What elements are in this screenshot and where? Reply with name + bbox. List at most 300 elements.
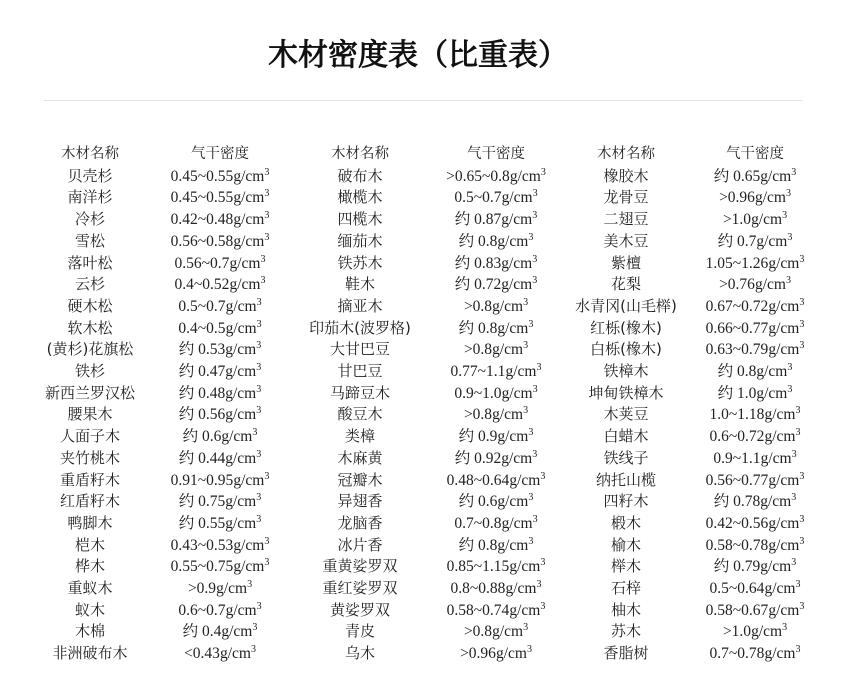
density-value: >0.9 [187, 580, 217, 598]
density-value: 约 0.56 [178, 406, 226, 424]
density-unit: g/cm [216, 580, 248, 598]
air-dry-density [422, 318, 570, 340]
density-unit-exponent: 3 [540, 557, 546, 569]
wood-name: 落叶松 [67, 253, 113, 272]
air-dry-density [422, 556, 570, 578]
density-unit: g/cm [768, 254, 800, 272]
density-unit: g/cm [756, 384, 788, 402]
wood-name: 夹竹桃木 [59, 448, 120, 467]
wood-name: 重红娑罗双 [322, 579, 398, 598]
air-dry-density [422, 231, 570, 253]
density-value: 0.4~0.52 [174, 276, 230, 294]
density-unit-exponent: 3 [256, 318, 262, 330]
density-unit-exponent: 3 [523, 405, 529, 417]
density-unit-exponent: 3 [528, 231, 534, 243]
density-unit: g/cm [497, 319, 529, 337]
density-unit: g/cm [768, 319, 800, 337]
air-dry-density [682, 339, 828, 361]
air-dry-density [142, 318, 298, 340]
density-unit-exponent: 3 [795, 405, 801, 417]
density-value: 0.77~1.1 [450, 363, 506, 381]
density-value: 1.0~1.18 [709, 406, 765, 424]
wood-name: 新西兰罗汉松 [44, 383, 135, 402]
air-dry-density [142, 166, 298, 188]
wood-name: 红栎(橡木) [590, 318, 662, 337]
density-unit-exponent: 3 [528, 427, 534, 439]
density-unit-exponent: 3 [264, 166, 270, 178]
density-value: 约 0.72 [454, 276, 502, 294]
table-row [38, 404, 828, 426]
air-dry-density [682, 231, 828, 253]
wood-name: 硬木松 [67, 296, 113, 315]
air-dry-density [422, 643, 570, 665]
air-dry-density [682, 361, 828, 383]
wood-name: 乌木 [344, 644, 375, 663]
wood-name: 水青冈(山毛榉) [575, 296, 677, 315]
wood-name: 冰片香 [337, 535, 383, 554]
column-header-name: 木材名称 [331, 146, 389, 162]
density-unit: g/cm [497, 428, 529, 446]
wood-name: 类樟 [344, 427, 375, 446]
density-value: 0.5~0.7 [178, 297, 226, 315]
table-body [38, 166, 828, 665]
density-value: 0.58~0.67 [705, 601, 769, 619]
wood-name: 桤木 [74, 535, 105, 554]
table-row [38, 187, 828, 209]
wood-name: 青皮 [344, 622, 375, 641]
air-dry-density [422, 274, 570, 296]
air-dry-density [142, 231, 298, 253]
air-dry-density [682, 404, 828, 426]
wood-name: 木棉 [74, 622, 105, 641]
wood-name: 铁杉 [74, 362, 105, 381]
density-unit-exponent: 3 [252, 427, 258, 439]
density-unit-exponent: 3 [532, 275, 538, 287]
density-unit-exponent: 3 [540, 470, 546, 482]
air-dry-density [142, 296, 298, 318]
density-unit: g/cm [768, 471, 800, 489]
wood-name: 龙骨豆 [603, 188, 649, 207]
wood-name: 鞋木 [344, 275, 375, 294]
density-unit: g/cm [754, 189, 786, 207]
density-value: 约 0.9 [458, 428, 498, 446]
air-dry-density [142, 339, 298, 361]
density-unit: g/cm [225, 384, 257, 402]
air-dry-density [682, 600, 828, 622]
table-row [38, 426, 828, 448]
wood-name: 白栎(橡木) [590, 340, 662, 359]
density-unit: g/cm [509, 558, 541, 576]
wood-name: 四籽木 [603, 492, 649, 511]
density-unit-exponent: 3 [528, 492, 534, 504]
density-unit-exponent: 3 [532, 383, 538, 395]
density-unit: g/cm [760, 558, 792, 576]
density-unit: g/cm [225, 406, 257, 424]
wood-name: 马蹄豆木 [329, 383, 390, 402]
density-unit: g/cm [501, 211, 533, 229]
density-unit-exponent: 3 [791, 557, 797, 569]
wood-name: 冷杉 [74, 210, 105, 229]
density-value: 0.5~0.7 [454, 189, 502, 207]
density-unit-exponent: 3 [247, 579, 253, 591]
air-dry-density [142, 361, 298, 383]
wood-name: 南洋杉 [67, 188, 113, 207]
table-row [38, 643, 828, 665]
wood-name: 摘亚木 [337, 296, 383, 315]
density-value: 0.56~0.7 [174, 254, 230, 272]
air-dry-density [422, 209, 570, 231]
air-dry-density [682, 470, 828, 492]
air-dry-density [422, 339, 570, 361]
density-unit: g/cm [756, 363, 788, 381]
density-unit-exponent: 3 [787, 383, 793, 395]
table-row [38, 470, 828, 492]
density-value: 0.43~0.53 [170, 536, 234, 554]
density-unit-exponent: 3 [799, 318, 805, 330]
density-value: 0.85~1.15 [446, 558, 510, 576]
density-unit-exponent: 3 [785, 275, 791, 287]
density-value: 约 0.6 [182, 428, 222, 446]
density-unit-exponent: 3 [787, 362, 793, 374]
air-dry-density [422, 600, 570, 622]
density-unit: g/cm [492, 623, 524, 641]
density-unit: g/cm [754, 276, 786, 294]
air-dry-density [142, 578, 298, 600]
air-dry-density [142, 209, 298, 231]
density-value: 0.56~0.58 [170, 232, 234, 250]
density-unit-exponent: 3 [791, 166, 797, 178]
wood-name: 四榄木 [337, 210, 383, 229]
wood-name: 印茄木(波罗格) [309, 318, 411, 337]
density-unit-exponent: 3 [256, 296, 262, 308]
wood-name: 榆木 [610, 535, 641, 554]
density-unit-exponent: 3 [782, 622, 788, 634]
density-unit: g/cm [219, 645, 251, 663]
density-value: 0.5~0.64 [709, 580, 765, 598]
density-unit-exponent: 3 [264, 231, 270, 243]
density-unit: g/cm [501, 449, 533, 467]
wood-name: 苏木 [610, 622, 641, 641]
wood-name: 花梨 [610, 275, 641, 294]
density-unit: g/cm [509, 471, 541, 489]
air-dry-density [142, 404, 298, 426]
air-dry-density [682, 318, 828, 340]
density-unit-exponent: 3 [256, 340, 262, 352]
density-unit: g/cm [768, 601, 800, 619]
column-header-density: 气干密度 [726, 146, 784, 162]
table-row [38, 383, 828, 405]
density-unit-exponent: 3 [528, 535, 534, 547]
density-value: >0.96 [460, 645, 496, 663]
density-value: 约 0.92 [454, 449, 502, 467]
air-dry-density [682, 535, 828, 557]
density-unit: g/cm [760, 167, 792, 185]
density-unit: g/cm [497, 536, 529, 554]
density-unit-exponent: 3 [523, 296, 529, 308]
density-unit-exponent: 3 [536, 362, 542, 374]
density-unit-exponent: 3 [795, 427, 801, 439]
density-unit-exponent: 3 [532, 448, 538, 460]
density-unit: g/cm [751, 211, 783, 229]
density-unit: g/cm [497, 493, 529, 511]
wood-name: 蚁木 [74, 600, 105, 619]
air-dry-density [682, 643, 828, 665]
density-unit: g/cm [233, 211, 265, 229]
wood-name: 重蚁木 [67, 579, 113, 598]
density-value: 约 0.8 [717, 363, 757, 381]
air-dry-density [142, 556, 298, 578]
table-row [38, 513, 828, 535]
wood-name: 橄榄木 [337, 188, 383, 207]
density-unit-exponent: 3 [528, 318, 534, 330]
density-unit: g/cm [756, 232, 788, 250]
density-unit-exponent: 3 [252, 622, 258, 634]
density-unit-exponent: 3 [523, 622, 529, 634]
density-unit: g/cm [501, 514, 533, 532]
density-value: 0.8~0.88 [450, 580, 506, 598]
density-unit: g/cm [764, 428, 796, 446]
air-dry-density [422, 383, 570, 405]
density-value: <0.43 [184, 645, 220, 663]
density-value: 约 0.8 [458, 536, 498, 554]
air-dry-density [142, 643, 298, 665]
density-value: 约 0.53 [178, 341, 226, 359]
density-unit-exponent: 3 [782, 210, 788, 222]
page-title: 木材密度表（比重表） [268, 38, 568, 73]
density-unit-exponent: 3 [264, 188, 270, 200]
table-row [38, 339, 828, 361]
wood-name: 柚木 [610, 600, 641, 619]
density-unit: g/cm [768, 341, 800, 359]
density-unit: g/cm [229, 254, 261, 272]
wood-name: 铁线子 [603, 448, 649, 467]
air-dry-density [142, 253, 298, 275]
density-unit-exponent: 3 [540, 166, 546, 178]
density-value: 0.42~0.56 [705, 514, 769, 532]
density-unit-exponent: 3 [532, 513, 538, 525]
title-divider [44, 100, 802, 101]
density-unit-exponent: 3 [264, 470, 270, 482]
density-unit-exponent: 3 [799, 600, 805, 612]
table-row [38, 448, 828, 470]
wood-name: 桦木 [74, 557, 105, 576]
wood-name: 榉木 [610, 557, 641, 576]
density-value: 0.6~0.7 [178, 601, 226, 619]
density-value: 0.91~0.95 [170, 471, 234, 489]
density-value: 约 0.75 [178, 493, 226, 511]
density-unit: g/cm [505, 580, 537, 598]
air-dry-density [142, 187, 298, 209]
air-dry-density [142, 383, 298, 405]
air-dry-density [682, 426, 828, 448]
air-dry-density [682, 296, 828, 318]
air-dry-density [142, 491, 298, 513]
wood-name: 云杉 [74, 275, 105, 294]
density-unit: g/cm [233, 232, 265, 250]
density-value: 约 0.8 [458, 232, 498, 250]
density-unit: g/cm [501, 189, 533, 207]
wood-name: 鸭脚木 [67, 513, 113, 532]
air-dry-density [142, 448, 298, 470]
density-unit-exponent: 3 [526, 644, 532, 656]
wood-name: 紫檀 [610, 253, 641, 272]
wood-name: 橡胶木 [603, 166, 649, 185]
table-row [38, 491, 828, 513]
air-dry-density [422, 426, 570, 448]
table-row [38, 166, 828, 188]
density-unit: g/cm [768, 297, 800, 315]
density-unit-exponent: 3 [260, 275, 266, 287]
density-value: >0.8 [463, 623, 493, 641]
density-unit-exponent: 3 [264, 557, 270, 569]
wood-name: 腰果木 [67, 405, 113, 424]
density-value: 约 0.48 [178, 384, 226, 402]
density-value: 约 0.87 [454, 211, 502, 229]
air-dry-density [682, 513, 828, 535]
density-unit-exponent: 3 [256, 448, 262, 460]
air-dry-density [142, 274, 298, 296]
wood-name: (黄杉)花旗松 [46, 340, 134, 359]
density-value: 0.6~0.72 [709, 428, 765, 446]
air-dry-density [682, 166, 828, 188]
table-row [38, 296, 828, 318]
wood-name: 二翅豆 [603, 210, 649, 229]
density-unit: g/cm [225, 601, 257, 619]
air-dry-density [682, 556, 828, 578]
column-header-density: 气干密度 [467, 146, 525, 162]
density-unit: g/cm [233, 536, 265, 554]
table-row [38, 318, 828, 340]
density-unit-exponent: 3 [795, 644, 801, 656]
density-unit-exponent: 3 [799, 340, 805, 352]
air-dry-density [422, 621, 570, 643]
air-dry-density [682, 187, 828, 209]
density-unit: g/cm [501, 384, 533, 402]
wood-name: 石梓 [610, 579, 641, 598]
air-dry-density [422, 513, 570, 535]
air-dry-density [422, 296, 570, 318]
density-value: 1.05~1.26 [705, 254, 769, 272]
density-value: 约 0.8 [458, 319, 498, 337]
column-header-name: 木材名称 [597, 146, 655, 162]
wood-name: 甘巴豆 [337, 362, 383, 381]
density-value: 0.45~0.55 [170, 167, 234, 185]
density-unit: g/cm [233, 471, 265, 489]
density-unit: g/cm [225, 319, 257, 337]
density-value: >1.0 [722, 211, 752, 229]
density-table [38, 144, 828, 665]
table-row [38, 578, 828, 600]
density-unit: g/cm [225, 493, 257, 511]
air-dry-density [142, 535, 298, 557]
table-row [38, 209, 828, 231]
density-value: 约 0.83 [454, 254, 502, 272]
air-dry-density [682, 491, 828, 513]
density-value: 0.7~0.78 [709, 645, 765, 663]
wood-name: 缅茄木 [337, 231, 383, 250]
air-dry-density [422, 578, 570, 600]
density-unit: g/cm [760, 493, 792, 511]
density-unit-exponent: 3 [791, 492, 797, 504]
density-value: 约 1.0 [717, 384, 757, 402]
density-unit-exponent: 3 [799, 513, 805, 525]
density-unit: g/cm [225, 341, 257, 359]
density-unit: g/cm [751, 623, 783, 641]
table-row [38, 274, 828, 296]
air-dry-density [682, 578, 828, 600]
table-row [38, 600, 828, 622]
air-dry-density [422, 166, 570, 188]
wood-name: 木荚豆 [603, 405, 649, 424]
wood-name: 大甘巴豆 [329, 340, 390, 359]
density-value: 约 0.79 [713, 558, 761, 576]
density-unit: g/cm [492, 406, 524, 424]
density-value: 0.48~0.64 [446, 471, 510, 489]
density-unit: g/cm [495, 645, 527, 663]
density-unit: g/cm [233, 189, 265, 207]
density-value: 约 0.7 [717, 232, 757, 250]
density-value: 0.45~0.55 [170, 189, 234, 207]
wood-name: 人面子木 [59, 427, 120, 446]
column-header-density: 气干密度 [191, 146, 249, 162]
density-value: >0.8 [463, 341, 493, 359]
density-unit-exponent: 3 [250, 644, 256, 656]
density-unit-exponent: 3 [532, 253, 538, 265]
density-unit-exponent: 3 [795, 579, 801, 591]
air-dry-density [682, 274, 828, 296]
wood-name: 铁樟木 [603, 362, 649, 381]
density-value: 0.55~0.75 [170, 558, 234, 576]
wood-name: 重黄娑罗双 [322, 557, 398, 576]
density-value: 0.9~1.0 [454, 384, 502, 402]
air-dry-density [682, 209, 828, 231]
density-unit: g/cm [509, 167, 541, 185]
wood-name: 酸豆木 [337, 405, 383, 424]
air-dry-density [142, 600, 298, 622]
density-value: 约 0.44 [178, 449, 226, 467]
density-value: 0.66~0.77 [705, 319, 769, 337]
density-value: >1.0 [722, 623, 752, 641]
density-unit-exponent: 3 [256, 513, 262, 525]
wood-name: 破布木 [337, 166, 383, 185]
wood-name: 木麻黄 [337, 448, 383, 467]
density-unit-exponent: 3 [256, 492, 262, 504]
wood-name: 异翅香 [337, 492, 383, 511]
header-row [38, 144, 828, 166]
density-value: >0.8 [463, 297, 493, 315]
wood-name: 贝壳杉 [67, 166, 113, 185]
density-unit: g/cm [764, 580, 796, 598]
air-dry-density [142, 470, 298, 492]
density-unit: g/cm [221, 428, 253, 446]
density-unit: g/cm [501, 276, 533, 294]
wood-name: 香脂树 [603, 644, 649, 663]
air-dry-density [682, 621, 828, 643]
density-unit-exponent: 3 [787, 231, 793, 243]
wood-name: 冠瓣木 [337, 470, 383, 489]
air-dry-density [422, 404, 570, 426]
density-unit-exponent: 3 [264, 535, 270, 547]
density-unit: g/cm [225, 297, 257, 315]
density-unit: g/cm [764, 645, 796, 663]
density-unit: g/cm [501, 254, 533, 272]
density-unit-exponent: 3 [791, 448, 797, 460]
air-dry-density [422, 448, 570, 470]
wood-name: 红盾籽木 [59, 492, 120, 511]
air-dry-density [422, 361, 570, 383]
density-value: >0.76 [719, 276, 755, 294]
density-value: 0.63~0.79 [705, 341, 769, 359]
